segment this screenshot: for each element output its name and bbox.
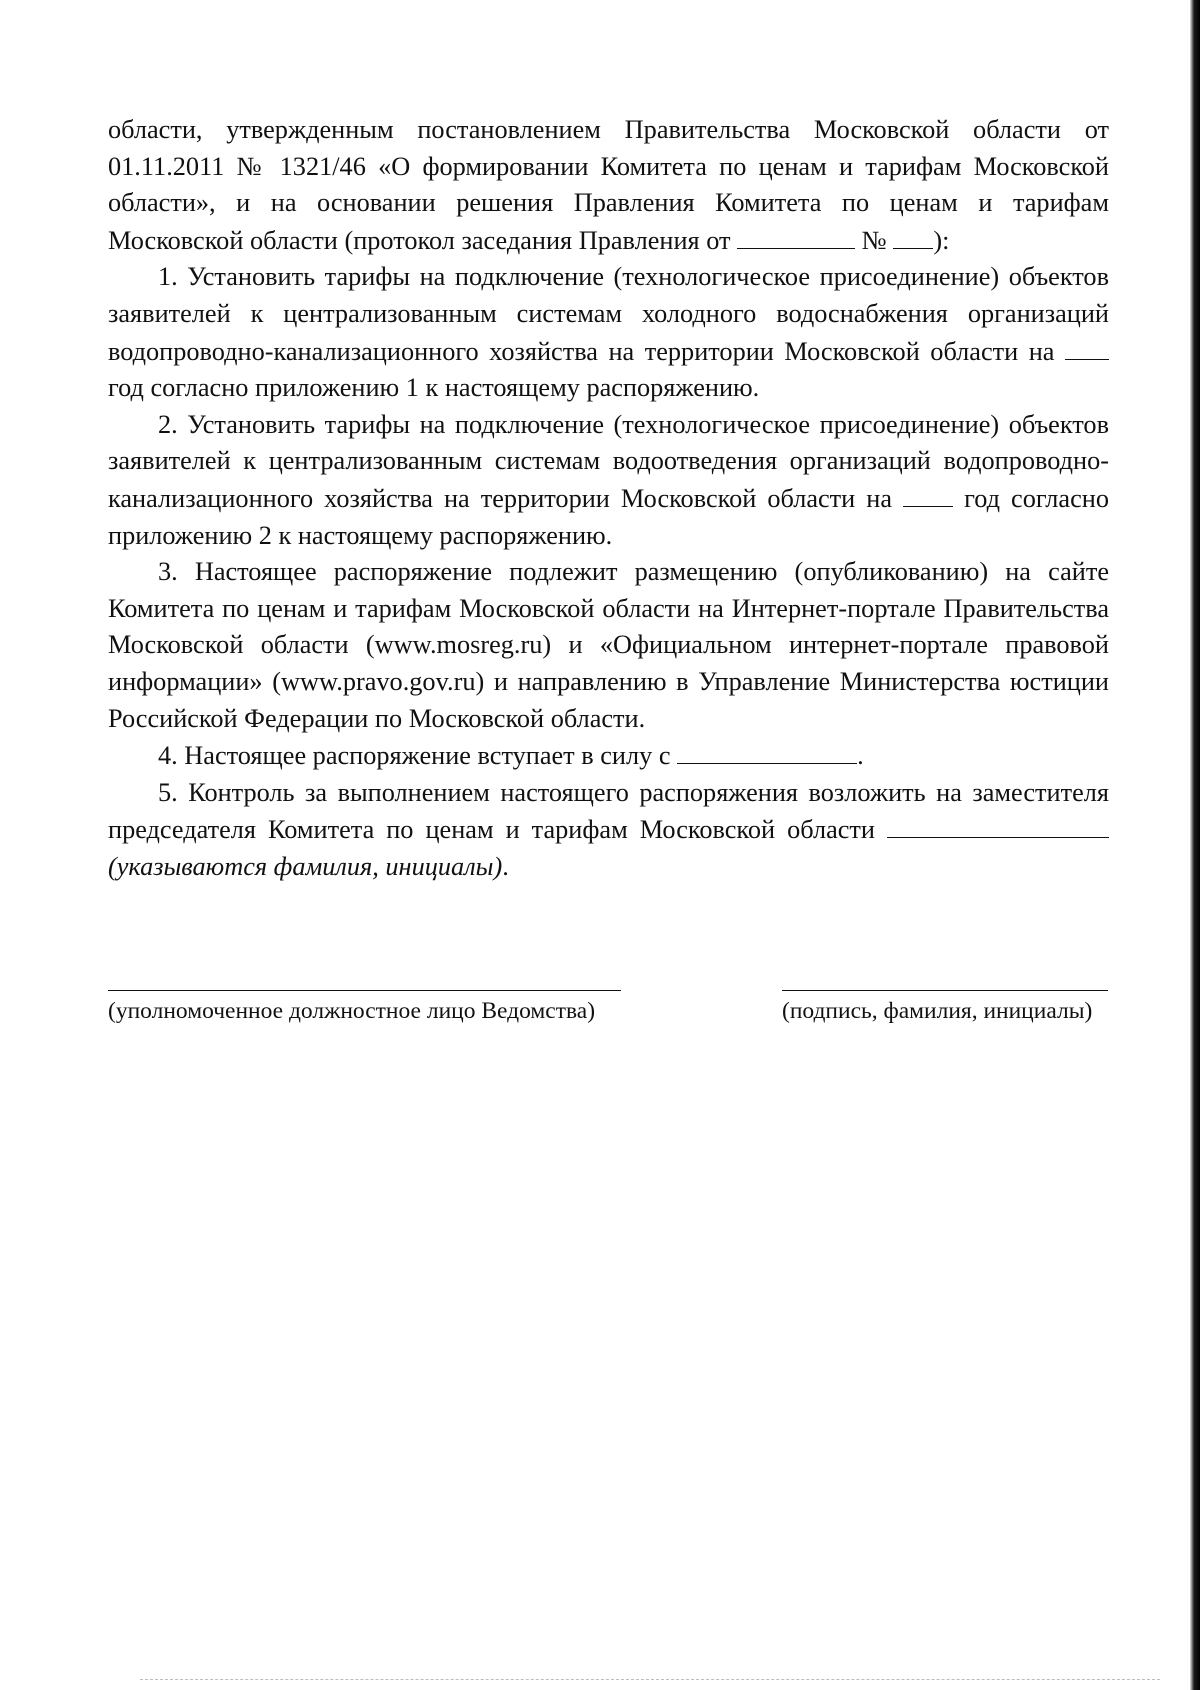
deputy-name-blank [887,811,1109,838]
item-5-end: . [502,851,509,881]
scan-page-edge [1190,0,1200,1690]
scan-bottom-edge [140,1679,1160,1680]
item-2-text-end: год согласно приложению 2 к настоящему распоряжению. [108,483,1109,550]
signature-right [782,990,1108,1025]
signature-left [108,990,621,1025]
item-1-text: 1. Установить тарифы на подключение (технологическое присоединение) объектов заявителей к централизованным системам холодного водоснабжения организаций водопроводно-канализационного хозяйства на территории Московской области на [108,262,1109,366]
item-4-end: . [857,741,864,771]
intro-paragraph [108,112,1109,259]
intro-number-sign: № [855,225,894,255]
item-2-text: 2. Установить тарифы на подключение (технологическое присоединение) объектов заявителей к централизованным системам водоотведения организаций водопроводно-канализационного хозяйства на территории Московской области на [108,409,1109,513]
signature-left-caption: (уполномоченное должностное лицо Ведомства) [108,998,596,1024]
item-5-paragraph [108,775,1109,886]
signature-left-line [108,990,621,991]
item-1-text-end: год согласно приложению 1 к настоящему распоряжению. [108,373,760,403]
item-5-italic-note: (указываются фамилия, инициалы) [108,851,503,881]
signature-right-caption: (подпись, фамилия, инициалы) [782,998,1093,1024]
item-3-paragraph: 3. Настоящее распоряжение подлежит размещению (опубликованию) на сайте Комитета по ценам и тарифам Московской области на Интернет-портале Правительства Московской области (www.mosreg.ru) и «Официальном интернет-портале правовой информации» (www.pravo.gov.ru) и направлению в Управление Министерства юстиции Российской Федерации по Московской области. [108,557,1109,733]
document-body [108,112,1109,885]
item-1-paragraph [108,259,1109,406]
signature-right-line [782,990,1108,991]
protocol-date-blank [737,222,855,249]
protocol-number-blank [893,222,933,249]
intro-text: области, утвержденным постановлением Правительства Московской области от 01.11.2011 № 1321/46 «О формировании Комитета по ценам и тарифам Московской области», и на основании решения Правления Комитета по ценам и тарифам Московской области (протокол заседания Правления от [108,115,1109,255]
item-4-paragraph [108,737,1109,775]
item-5-text: 5. Контроль за выполнением настоящего распоряжения возложить на заместителя председателя Комитета по ценам и тарифам Московской области [108,777,1109,845]
item-2-paragraph [108,407,1109,554]
item-1-year-blank [1065,333,1109,360]
item-2-year-blank [903,480,953,507]
effective-date-blank [677,737,857,764]
intro-end: ): [933,225,950,255]
item-4-text: 4. Настоящее распоряжение вступает в силу с [158,741,678,771]
